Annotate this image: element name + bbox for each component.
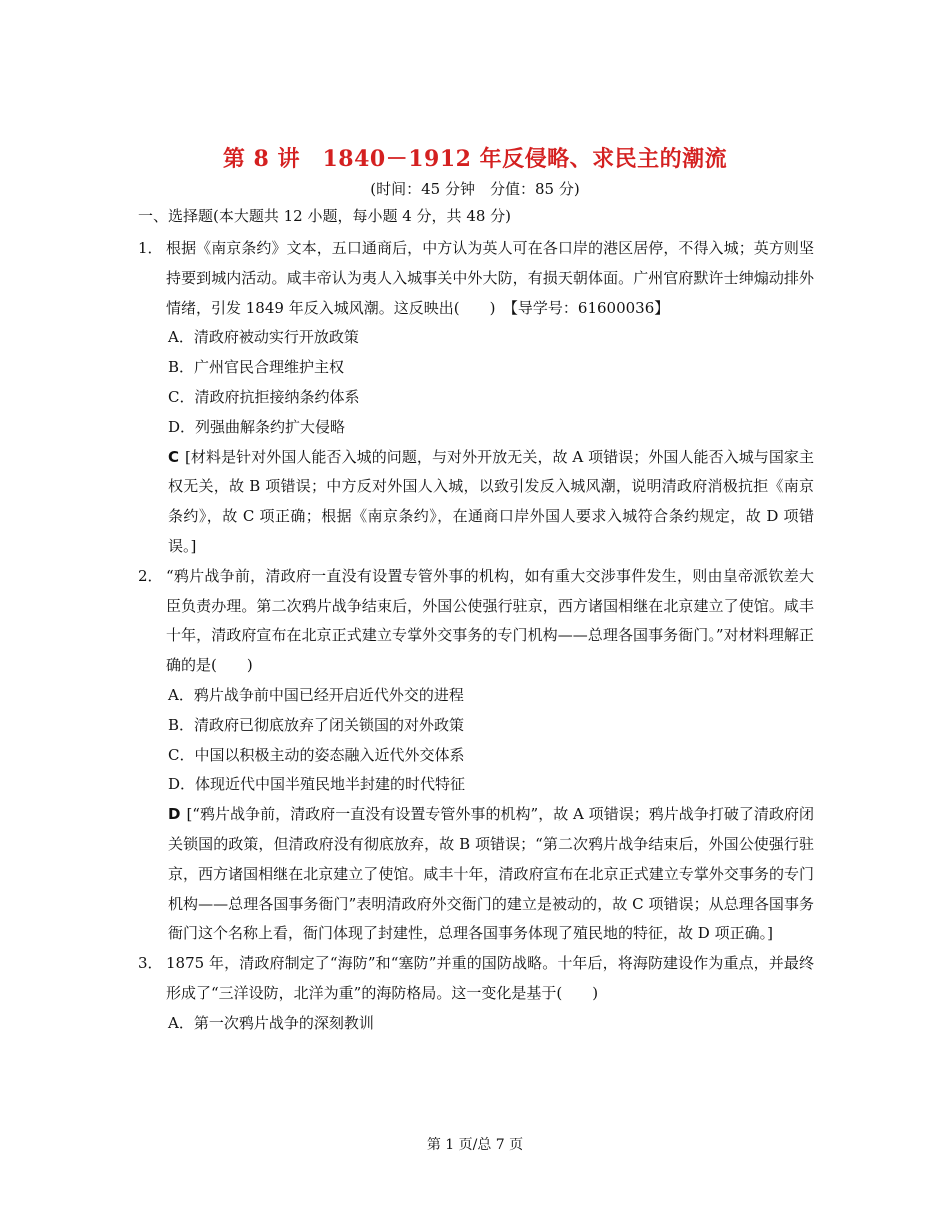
option-d: D．列强曲解条约扩大侵略 — [168, 417, 346, 436]
answer-key: D — [168, 805, 181, 824]
page-number: 第 1 页/总 7 页 — [426, 1137, 524, 1153]
question-number: 1． — [138, 239, 163, 257]
option-a: A．清政府被动实行开放政策 — [168, 328, 359, 347]
answer-explanation — [138, 800, 814, 949]
question-2 — [138, 562, 814, 681]
option-c: C．清政府抗拒接纳条约体系 — [168, 387, 360, 406]
lesson-title: 第 8 讲 1840－1912 年反侵略、求民主的潮流 — [222, 146, 728, 172]
explanation-text: [“鸦片战争前，清政府一直没有设置专管外事的机构”，故 A 项错误；鸦片战争打破了清政府闭关锁国的政策，但清政府没有彻底放弃，故 B 项错误；“第二次鸦片战争结束后，外国公使强行驻京，西方诸国相继在北京建立了使馆。咸丰十年，清政府宣布在北京正式建立专掌外交事务的专门机构——总理各国事务衙门”表明清政府外交衙门的建立是被动的，故 C 项错误；从总理各国事务衙门这个名称上看，衙门体现了封建性，总理各国事务体现了殖民地的特征，故 D 项正确。] — [168, 805, 814, 943]
answer-key: C — [168, 447, 180, 466]
option-b: B．广州官民合理维护主权 — [168, 358, 345, 377]
option-b: B．清政府已彻底放弃了闭关锁国的对外政策 — [168, 715, 465, 734]
question-stem: 1875 年，清政府制定了“海防”和“塞防”并重的国防战略。十年后，将海防建设作为重点，并最终形成了“三洋设防，北洋为重”的海防格局。这一变化是基于( ) — [166, 954, 814, 1002]
exam-info: (时间：45 分钟 分值：85 分) — [370, 180, 580, 198]
option-d: D．体现近代中国半殖民地半封建的时代特征 — [168, 775, 466, 794]
explanation-text: [材料是针对外国人能否入城的问题，与对外开放无关，故 A 项错误；外国人能否入城与国家主权无关，故 B 项错误；中方反对外国人入城，以致引发反入城风潮，说明清政府消极抗拒《南京条约》，故 C 项正确；根据《南京条约》，在通商口岸外国人要求入城符合条约规定，故 D 项错误。] — [168, 447, 814, 555]
section-heading: 一、选择题(本大题共 12 小题，每小题 4 分，共 48 分) — [138, 207, 512, 225]
answer-explanation — [138, 443, 814, 562]
option-c: C．中国以积极主动的姿态融入近代外交体系 — [168, 745, 465, 764]
question-number: 3． — [138, 954, 163, 973]
question-3 — [138, 949, 814, 1009]
question-list — [138, 234, 814, 1039]
question-stem: 根据《南京条约》文本，五口通商后，中方认为英人可在各口岸的港区居停，不得入城；英方则坚持要到城内活动。咸丰帝认为夷人入城事关中外大防，有损天朝体面。广州官府默许士绅煽动排外情绪，引发 1849 年反入城风潮。这反映出( ) 【导学号：61600036】 — [166, 239, 814, 317]
question-stem: “鸦片战争前，清政府一直没有设置专管外事的机构，如有重大交涉事件发生，则由皇帝派钦差大臣负责办理。第二次鸦片战争结束后，外国公使强行驻京，西方诸国相继在北京建立了使馆。咸丰十年，清政府宣布在北京正式建立专掌外交事务的专门机构——总理各国事务衙门。”对材料理解正确的是( ) — [166, 566, 814, 675]
option-a: A．第一次鸦片战争的深刻教训 — [168, 1013, 374, 1032]
question-number: 2． — [138, 566, 163, 585]
question-1 — [138, 234, 814, 323]
option-a: A．鸦片战争前中国已经开启近代外交的进程 — [168, 685, 464, 704]
